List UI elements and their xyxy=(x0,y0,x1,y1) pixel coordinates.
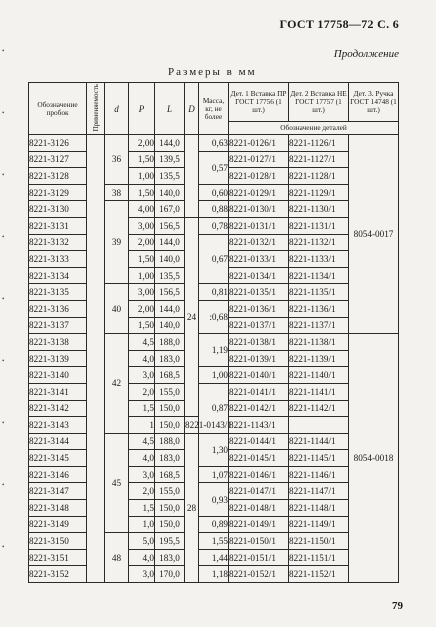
p-cell: 1,50 xyxy=(129,151,155,168)
D-cell xyxy=(185,135,199,218)
mass-cell: 0,93 xyxy=(199,483,229,516)
det1-cell: 8221-0132/1 xyxy=(229,234,289,251)
col-D: D xyxy=(185,83,199,135)
det1-cell: 8221-0147/1 xyxy=(229,483,289,500)
det2-cell: 8221-1145/1 xyxy=(289,450,349,467)
p-cell: 5,0 xyxy=(129,533,155,550)
col-application: Применяемость xyxy=(87,83,105,135)
p-cell: 2,0 xyxy=(129,483,155,500)
designation-cell: 8221-3139 xyxy=(29,350,87,367)
det2-cell: 8221-1137/1 xyxy=(289,317,349,334)
col-det2: Дет. 2 Вставка НЕ ГОСТ 17757 (1 шт.) xyxy=(289,83,349,122)
d-cell: 38 xyxy=(105,184,129,201)
l-cell: 170,0 xyxy=(155,566,185,583)
l-cell: 140,0 xyxy=(155,317,185,334)
page-number: 79 xyxy=(392,600,403,612)
p-cell: 1,0 xyxy=(129,516,155,533)
det2-cell: 8221-1131/1 xyxy=(289,217,349,234)
det2-cell: 8221-1152/1 xyxy=(289,566,349,583)
margin-marks: • • • • • • • • • xyxy=(2,47,5,551)
det1-cell: 8221-0146/1 xyxy=(229,466,289,483)
col-d: d xyxy=(105,83,129,135)
l-cell: 150,0 xyxy=(155,417,185,434)
table-row xyxy=(29,184,399,201)
l-cell: 188,0 xyxy=(155,334,185,351)
p-cell: 1,00 xyxy=(129,267,155,284)
designation-cell: 8221-3136 xyxy=(29,300,87,317)
det2-cell: 8221-1146/1 xyxy=(289,466,349,483)
l-cell: 183,0 xyxy=(155,549,185,566)
det2-cell: 8221-1135/1 xyxy=(289,284,349,301)
table-row xyxy=(29,367,399,384)
det2-cell: 8221-1142/1 xyxy=(289,400,349,417)
designation-cell: 8221-3143 xyxy=(29,417,87,434)
det2-cell: 8221-1143/1 xyxy=(229,417,289,434)
det1-cell: 8221-0141/1 xyxy=(229,383,289,400)
mass-cell: 0,89 xyxy=(199,516,229,533)
l-cell: 155,0 xyxy=(155,483,185,500)
table-row xyxy=(29,483,399,500)
p-cell: 1,50 xyxy=(129,317,155,334)
det2-cell: 8221-1147/1 xyxy=(289,483,349,500)
p-cell: 1 xyxy=(129,417,155,434)
handle-cell: 8054-0017 xyxy=(349,135,399,334)
p-cell: 1,50 xyxy=(129,251,155,268)
l-cell: 188,0 xyxy=(155,433,185,450)
det2-cell: 8221-1151/1 xyxy=(289,549,349,566)
l-cell: 168,5 xyxy=(155,466,185,483)
mass-cell: 1,00 xyxy=(199,367,229,384)
specification-table xyxy=(28,82,399,583)
p-cell: 2,00 xyxy=(129,300,155,317)
designation-cell: 8221-3142 xyxy=(29,400,87,417)
det2-cell: 8221-1149/1 xyxy=(289,516,349,533)
mass-cell: 0,63 xyxy=(199,135,229,152)
l-cell: 140,0 xyxy=(155,251,185,268)
designation-cell: 8221-3130 xyxy=(29,201,87,218)
det1-cell: 8221-0149/1 xyxy=(229,516,289,533)
D-cell: 28 xyxy=(185,433,199,582)
det1-cell: 8221-0131/1 xyxy=(229,217,289,234)
d-cell: 48 xyxy=(105,533,129,583)
l-cell: 139,5 xyxy=(155,151,185,168)
p-cell: 3,00 xyxy=(129,284,155,301)
p-cell: 2,00 xyxy=(129,135,155,152)
det2-cell: 8221-1128/1 xyxy=(289,168,349,185)
det1-cell: 8221-0148/1 xyxy=(229,500,289,517)
designation-cell: 8221-3129 xyxy=(29,184,87,201)
D-cell: 24 xyxy=(185,217,199,416)
det1-cell: 8221-0137/1 xyxy=(229,317,289,334)
det2-cell: 8221-1140/1 xyxy=(289,367,349,384)
col-mass: Масса, кг, не более xyxy=(199,83,229,135)
mass-cell: 1,44 xyxy=(199,549,229,566)
mass-cell: :0,68 xyxy=(199,300,229,333)
det2-cell: 8221-1126/1 xyxy=(289,135,349,152)
d-cell: 40 xyxy=(105,284,129,334)
p-cell: 3,0 xyxy=(129,367,155,384)
mass-cell: 0,87 xyxy=(199,383,229,433)
p-cell: 3,00 xyxy=(129,217,155,234)
det1-cell: 8221-0151/1 xyxy=(229,549,289,566)
designation-cell: 8221-3147 xyxy=(29,483,87,500)
det2-cell: 8221-1139/1 xyxy=(289,350,349,367)
details-header: Обозначение деталей xyxy=(229,122,399,135)
det2-cell: 8221-1136/1 xyxy=(289,300,349,317)
p-cell: 1,50 xyxy=(129,184,155,201)
designation-cell: 8221-3127 xyxy=(29,151,87,168)
det2-cell: 8221-1127/1 xyxy=(289,151,349,168)
l-cell: 140,0 xyxy=(155,184,185,201)
table-row xyxy=(29,284,399,301)
d-cell: 42 xyxy=(105,334,129,434)
table-row xyxy=(29,300,399,317)
det1-cell: 8221-0128/1 xyxy=(229,168,289,185)
designation-cell: 8221-3148 xyxy=(29,500,87,517)
designation-cell: 8221-3149 xyxy=(29,516,87,533)
l-cell: 144,0 xyxy=(155,300,185,317)
table-row xyxy=(29,566,399,583)
l-cell: 167,0 xyxy=(155,201,185,218)
mass-cell: 0,81 xyxy=(199,284,229,301)
det2-cell: 8221-1134/1 xyxy=(289,267,349,284)
det2-cell: 8221-1133/1 xyxy=(289,251,349,268)
det2-cell: 8221-1129/1 xyxy=(289,184,349,201)
p-cell: 4,0 xyxy=(129,450,155,467)
continuation-label: Продолжение xyxy=(333,48,399,60)
mass-cell: 0,60 xyxy=(199,184,229,201)
designation-cell: 8221-3137 xyxy=(29,317,87,334)
det1-cell: 8221-0142/1 xyxy=(229,400,289,417)
det1-cell: 8221-0126/1 xyxy=(229,135,289,152)
col-det3: Дет. 3. Ручка ГОСТ 14748 (1 шт.) xyxy=(349,83,399,122)
l-cell: 156,5 xyxy=(155,217,185,234)
designation-cell: 8221-3151 xyxy=(29,549,87,566)
det1-cell: 8221-0136/1 xyxy=(229,300,289,317)
mass-cell: 1,07 xyxy=(199,466,229,483)
det1-cell: 8221-0145/1 xyxy=(229,450,289,467)
designation-cell: 8221-3150 xyxy=(29,533,87,550)
table-row xyxy=(29,466,399,483)
det1-cell: 8221-0133/1 xyxy=(229,251,289,268)
det1-cell: 8221-0150/1 xyxy=(229,533,289,550)
designation-cell: 8221-3146 xyxy=(29,466,87,483)
designation-cell: 8221-3132 xyxy=(29,234,87,251)
p-cell: 4,5 xyxy=(129,433,155,450)
d-cell: 36 xyxy=(105,135,129,185)
p-cell: 2,0 xyxy=(129,383,155,400)
designation-cell: 8221-3144 xyxy=(29,433,87,450)
l-cell: 183,0 xyxy=(155,450,185,467)
table-row xyxy=(29,234,399,251)
det2-cell: 8221-1144/1 xyxy=(289,433,349,450)
l-cell: 150,0 xyxy=(155,400,185,417)
l-cell: 156,5 xyxy=(155,284,185,301)
det1-cell: 8221-0129/1 xyxy=(229,184,289,201)
det2-cell: 8221-1141/1 xyxy=(289,383,349,400)
l-cell: 155,0 xyxy=(155,383,185,400)
designation-cell: 8221-3152 xyxy=(29,566,87,583)
det1-cell: 8221-0127/1 xyxy=(229,151,289,168)
det1-cell: 8221-0138/1 xyxy=(229,334,289,351)
det1-cell: 8221-0134/1 xyxy=(229,267,289,284)
l-cell: 150,0 xyxy=(155,516,185,533)
det1-cell: 8221-0140/1 xyxy=(229,367,289,384)
designation-cell: 8221-3131 xyxy=(29,217,87,234)
standard-header: ГОСТ 17758—72 С. 6 xyxy=(279,17,399,31)
designation-cell: 8221-3141 xyxy=(29,383,87,400)
table-row xyxy=(29,549,399,566)
table-row xyxy=(29,516,399,533)
det1-cell: 8221-0135/1 xyxy=(229,284,289,301)
col-l: L xyxy=(155,83,185,135)
application-cell xyxy=(87,135,105,583)
p-cell: 4,0 xyxy=(129,549,155,566)
p-cell: 2,00 xyxy=(129,234,155,251)
mass-cell: 0,78 xyxy=(199,217,229,234)
designation-cell: 8221-3133 xyxy=(29,251,87,268)
d-cell: 39 xyxy=(105,201,129,284)
p-cell: 4,00 xyxy=(129,201,155,218)
table-row xyxy=(29,383,399,400)
p-cell: 3,0 xyxy=(129,466,155,483)
col-det1: Дет. 1 Вставка ПР ГОСТ 17756 (1 шт.) xyxy=(229,83,289,122)
p-cell: 1,5 xyxy=(129,500,155,517)
col-p: P xyxy=(129,83,155,135)
d-cell: 45 xyxy=(105,433,129,533)
designation-cell: 8221-3145 xyxy=(29,450,87,467)
mass-cell: 0,57 xyxy=(199,151,229,184)
mass-cell: 1,18 xyxy=(199,566,229,583)
designation-cell: 8221-3138 xyxy=(29,334,87,351)
col-designation: Обозначение пробок xyxy=(29,83,87,135)
det1-cell: 8221-0144/1 xyxy=(229,433,289,450)
table-row xyxy=(29,533,399,550)
mass-cell: 1,55 xyxy=(199,533,229,550)
mass-cell: 1,30 xyxy=(199,433,229,466)
l-cell: 135,5 xyxy=(155,168,185,185)
det1-cell: 8221-0152/1 xyxy=(229,566,289,583)
det2-cell: 8221-1148/1 xyxy=(289,500,349,517)
mass-cell: 0,88 xyxy=(199,201,229,218)
sizes-caption: Размеры в мм xyxy=(168,66,257,78)
designation-cell: 8221-3135 xyxy=(29,284,87,301)
p-cell: 3,0 xyxy=(129,566,155,583)
p-cell: 1,5 xyxy=(129,400,155,417)
mass-cell: 0,67 xyxy=(199,234,229,284)
table-row xyxy=(29,151,399,168)
det2-cell: 8221-1130/1 xyxy=(289,201,349,218)
handle-cell: 8054-0018 xyxy=(349,334,399,583)
det1-cell: 8221-0143/1 xyxy=(185,417,199,434)
designation-cell: 8221-3140 xyxy=(29,367,87,384)
det2-cell: 8221-1150/1 xyxy=(289,533,349,550)
l-cell: 150,0 xyxy=(155,500,185,517)
p-cell: 1,00 xyxy=(129,168,155,185)
designation-cell: 8221-3134 xyxy=(29,267,87,284)
table-row xyxy=(29,433,399,450)
table-row xyxy=(29,217,399,234)
table-row xyxy=(29,334,399,351)
l-cell: 135,5 xyxy=(155,267,185,284)
table-row xyxy=(29,135,399,152)
mass-cell: 1,19 xyxy=(199,334,229,367)
l-cell: 144,0 xyxy=(155,234,185,251)
p-cell: 4,5 xyxy=(129,334,155,351)
designation-cell: 8221-3128 xyxy=(29,168,87,185)
det1-cell: 8221-0130/1 xyxy=(229,201,289,218)
p-cell: 4,0 xyxy=(129,350,155,367)
l-cell: 183,0 xyxy=(155,350,185,367)
designation-cell: 8221-3126 xyxy=(29,135,87,152)
l-cell: 168,5 xyxy=(155,367,185,384)
det2-cell: 8221-1138/1 xyxy=(289,334,349,351)
table-row xyxy=(29,201,399,218)
det1-cell: 8221-0139/1 xyxy=(229,350,289,367)
l-cell: 144,0 xyxy=(155,135,185,152)
det2-cell: 8221-1132/1 xyxy=(289,234,349,251)
l-cell: 195,5 xyxy=(155,533,185,550)
